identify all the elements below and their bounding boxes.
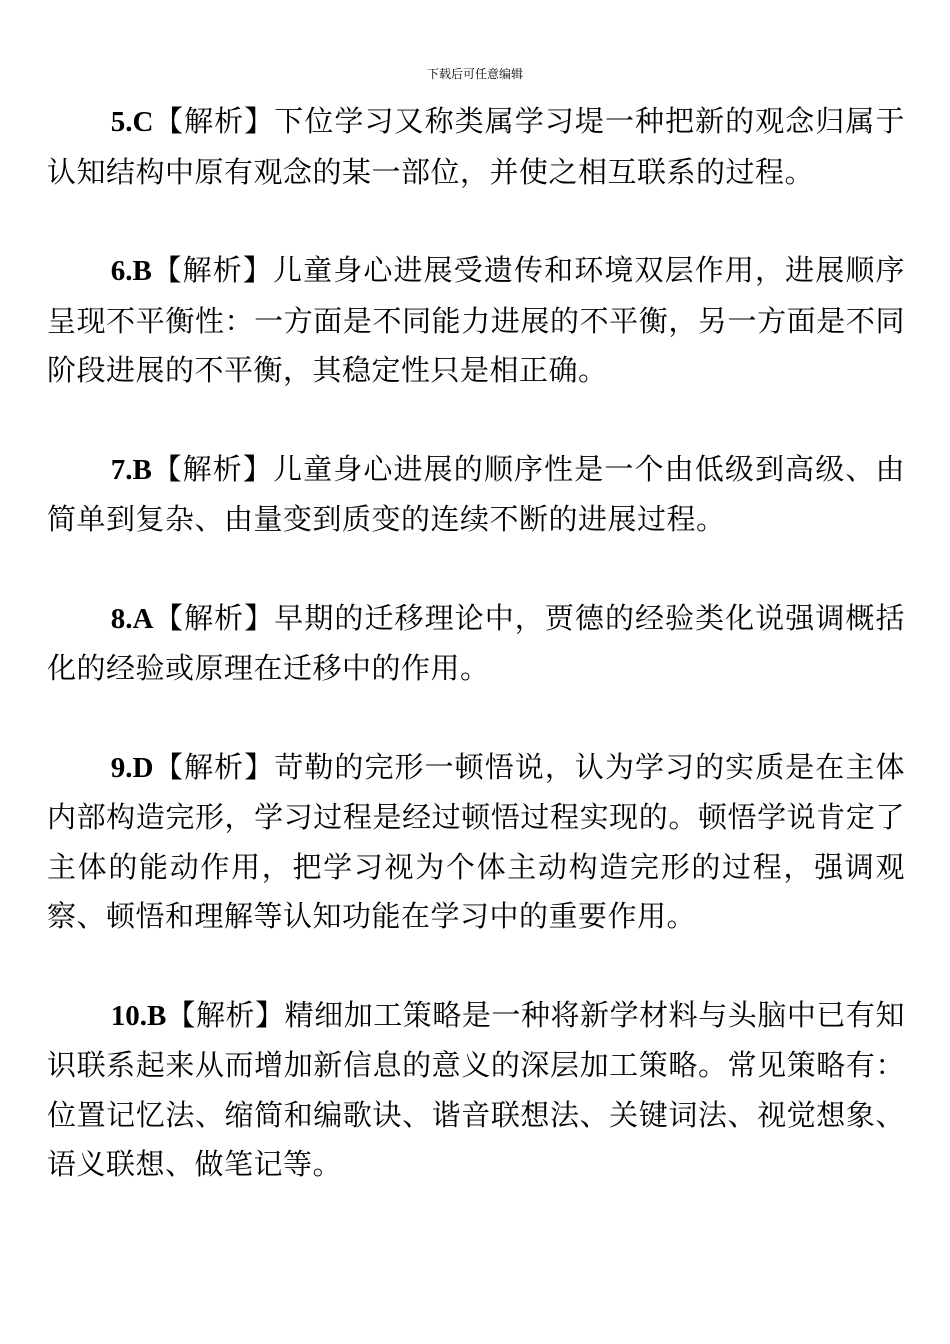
answer-number: 8.A	[110, 602, 154, 635]
answer-number: 7.B	[110, 453, 152, 486]
answer-explanation: 儿童身心进展的顺序性是一个由低级到高级、由简单到复杂、由量变到质变的连续不断的进展过程。	[47, 451, 905, 536]
answer-number: 9.D	[110, 751, 154, 784]
answer-explanation: 儿童身心进展受遗传和环境双层作用，进展顺序呈现不平衡性：一方面是不同能力进展的不平衡，另一方面是不同阶段进展的不平衡，其稳定性只是相正确。	[47, 253, 905, 387]
analysis-tag: 【解析】	[151, 451, 274, 486]
answer-number: 10.B	[110, 999, 167, 1032]
answer-item-7	[47, 445, 905, 545]
analysis-tag: 【解析】	[153, 600, 275, 635]
answer-item-8	[47, 594, 905, 694]
answer-number: 6.B	[110, 255, 152, 287]
analysis-tag: 【解析】	[151, 253, 274, 287]
answer-explanation: 苛勒的完形一顿悟说，认为学习的实质是在主体内部构造完形，学习过程是经过顿悟过程实现的。顿悟学说肯定了主体的能动作用，把学习视为个体主动构造完形的过程，强调观察、顿悟和理解等认知功能在学习中的重要作用。	[47, 749, 905, 933]
answer-number: 5.C	[110, 106, 154, 138]
answer-explanation: 精细加工策略是一种将新学材料与头脑中已有知识联系起来从而增加新信息的意义的深层加工策略。常见策略有：位置记忆法、缩简和编歌诀、谐音联想法、关键词法、视觉想象、语义联想、做笔记等。	[47, 997, 905, 1181]
analysis-tag: 【解析】	[166, 997, 285, 1032]
answer-list	[47, 97, 905, 1239]
analysis-tag: 【解析】	[153, 749, 275, 784]
answer-item-9	[47, 743, 905, 942]
answer-item-10	[47, 991, 905, 1190]
answer-explanation: 早期的迁移理论中，贾德的经验类化说强调概括化的经验或原理在迁移中的作用。	[47, 600, 905, 685]
answer-item-5	[47, 97, 905, 197]
header-note: 下载后可任意编辑	[426, 67, 523, 81]
analysis-tag: 【解析】	[153, 104, 275, 138]
answer-explanation: 下位学习又称类属学习堤一种把新的观念归属于认知结构中原有观念的某一部位，并使之相互联系的过程。	[47, 104, 905, 189]
answer-item-6	[47, 246, 905, 396]
